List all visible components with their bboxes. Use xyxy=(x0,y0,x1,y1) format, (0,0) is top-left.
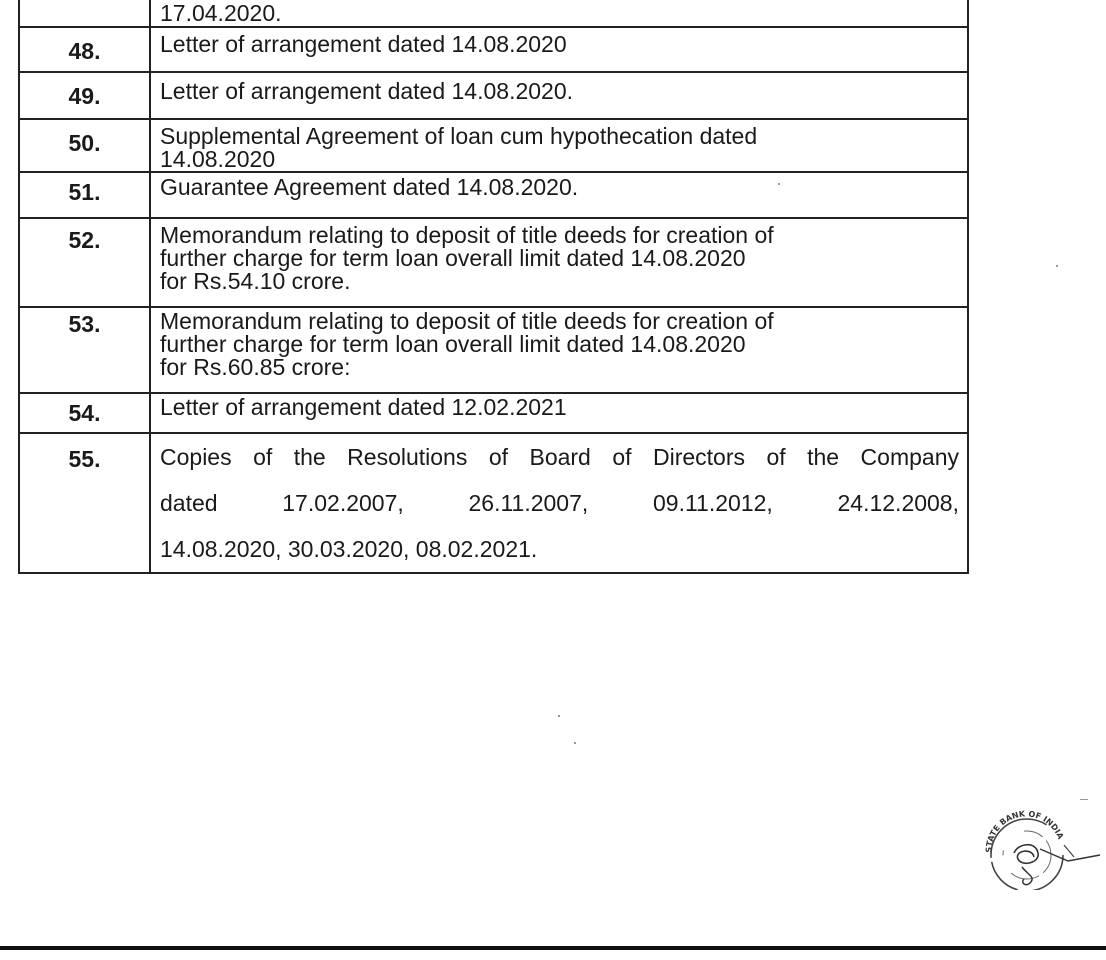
row-number: 52. xyxy=(68,227,101,253)
table-row xyxy=(19,307,968,393)
scan-speck xyxy=(1056,265,1058,267)
scan-speck xyxy=(558,715,560,717)
row-description xyxy=(150,0,968,27)
row-number: 50. xyxy=(68,130,101,156)
row-description: Letter of arrangement dated 14.08.2020 xyxy=(160,31,567,57)
row-number: 55. xyxy=(68,446,101,472)
table-row xyxy=(19,393,968,433)
row-number: 49. xyxy=(68,83,101,109)
row-line: Copies of the Resolutions of Board of Directors of the Company xyxy=(160,444,959,470)
row-description xyxy=(150,218,968,307)
scan-speck xyxy=(574,742,576,744)
bank-seal-icon xyxy=(978,805,1106,890)
row-line: dated 17.02.2007, 26.11.2007, 09.11.2012, 24.12.2008, xyxy=(160,490,959,516)
row-number: 53. xyxy=(68,311,101,337)
row-number: 51. xyxy=(68,179,101,205)
table-row xyxy=(19,172,968,218)
row-line: further charge for term loan overall limit dated 14.08.2020 xyxy=(160,245,746,271)
row-description xyxy=(150,307,968,393)
table-row xyxy=(19,433,968,573)
row-description xyxy=(150,433,968,573)
row-line: for Rs.60.85 crore: xyxy=(160,354,351,380)
table-row xyxy=(19,72,968,119)
page-footer-rule xyxy=(0,946,1106,950)
row-line: for Rs.54.10 crore. xyxy=(160,268,351,294)
table-row xyxy=(19,218,968,307)
row-line: Memorandum relating to deposit of title deeds for creation of xyxy=(160,308,774,334)
row-line: Supplemental Agreement of loan cum hypothecation dated xyxy=(160,123,758,149)
seal-lettering: STATE BANK OF INDIA xyxy=(984,809,1066,853)
row-line: Memorandum relating to deposit of title deeds for creation of xyxy=(160,222,774,248)
row-line: 14.08.2020 xyxy=(160,146,276,172)
row-number xyxy=(19,0,150,27)
scan-speck xyxy=(778,183,780,185)
row-line: 14.08.2020, 30.03.2020, 08.02.2021. xyxy=(160,536,538,562)
row-description: Guarantee Agreement dated 14.08.2020. xyxy=(160,174,579,200)
row-number: 48. xyxy=(68,38,101,64)
table-row xyxy=(19,27,968,72)
table-row xyxy=(19,0,968,27)
row-text-cut: 17.04.2020. xyxy=(160,0,282,26)
row-number: 54. xyxy=(68,400,101,426)
row-description xyxy=(150,119,968,172)
row-line: further charge for term loan overall limit dated 14.08.2020 xyxy=(160,331,746,357)
table-row xyxy=(19,119,968,172)
row-description: Letter of arrangement dated 12.02.2021 xyxy=(160,394,567,420)
row-description: Letter of arrangement dated 14.08.2020. xyxy=(160,78,574,104)
scan-speck xyxy=(1080,799,1088,800)
document-list-table xyxy=(18,0,969,574)
